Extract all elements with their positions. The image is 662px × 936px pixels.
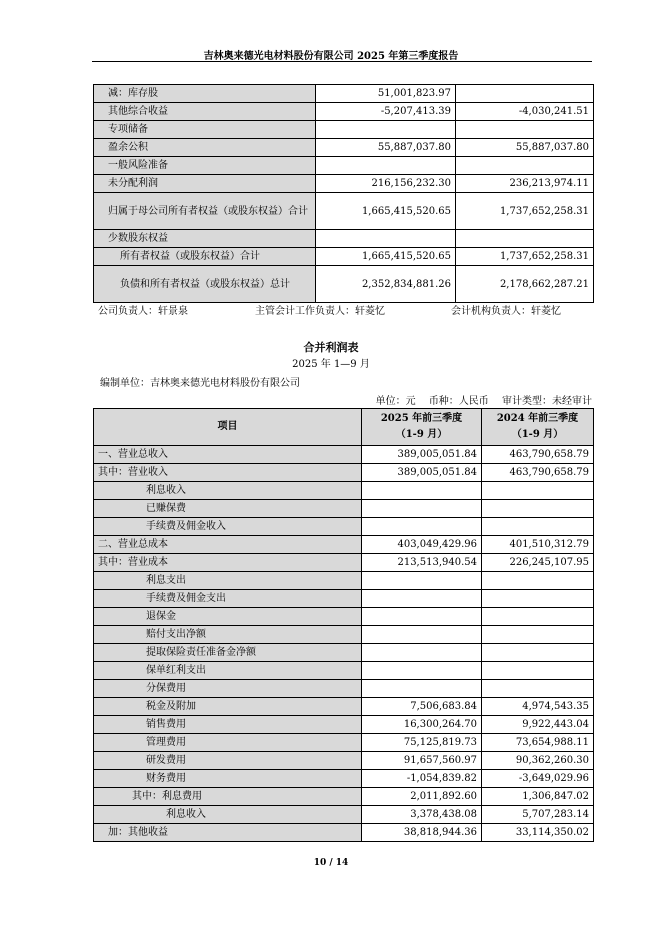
- column-header-2025-line2: （1-9 月）: [395, 429, 448, 440]
- row-label: 利息支出: [94, 572, 362, 590]
- row-label: 专项储备: [94, 121, 316, 139]
- value-prior: 226,245,107.95: [482, 554, 594, 572]
- column-header-2025-line1: 2025 年前三季度: [380, 413, 463, 424]
- value-current: [362, 626, 482, 644]
- table-row: [94, 193, 594, 230]
- table-row: [94, 554, 594, 572]
- row-label: 一般风险准备: [94, 157, 316, 175]
- value-current: -5,207,413.39: [316, 103, 456, 121]
- report-header: 吉林奥来德光电材料股份有限公司 2025 年第三季度报告: [203, 51, 459, 62]
- value-current: 91,657,560.97: [362, 752, 482, 770]
- table-row: [94, 536, 594, 554]
- row-label: 一、营业总收入: [94, 446, 362, 464]
- row-label: 其中：营业成本: [94, 554, 362, 572]
- table-row: [94, 85, 594, 103]
- value-current: [362, 518, 482, 536]
- table-row: [94, 482, 594, 500]
- value-prior: 236,213,974.11: [456, 175, 594, 193]
- table-row: [94, 175, 594, 193]
- row-label: 赔付支出净额: [94, 626, 362, 644]
- value-prior: [482, 590, 594, 608]
- value-current: 38,818,944.36: [362, 824, 482, 842]
- value-current: 213,513,940.54: [362, 554, 482, 572]
- value-current: 2,352,834,881.26: [316, 266, 456, 303]
- value-current: 55,887,037.80: [316, 139, 456, 157]
- value-current: 3,378,438.08: [362, 806, 482, 824]
- row-label: 归属于母公司所有者权益（或股东权益）合计: [94, 193, 316, 230]
- table-header-row: [94, 409, 594, 446]
- value-prior: [456, 121, 594, 139]
- value-prior: 1,306,847.02: [482, 788, 594, 806]
- audit-type-label: 审计类型：未经审计: [502, 396, 592, 407]
- value-current: [316, 157, 456, 175]
- table-row: [94, 698, 594, 716]
- table-row: [94, 230, 594, 248]
- value-prior: [456, 157, 594, 175]
- value-prior: 73,654,988.11: [482, 734, 594, 752]
- value-current: [362, 608, 482, 626]
- value-current: [316, 121, 456, 139]
- statement-period: 2025 年 1—9 月: [292, 359, 370, 370]
- value-prior: [482, 500, 594, 518]
- currency-label: 币种：人民币: [428, 396, 489, 407]
- value-current: 51,001,823.97: [316, 85, 456, 103]
- value-current: -1,054,839.82: [362, 770, 482, 788]
- table-row: [94, 734, 594, 752]
- income-statement-table: [93, 408, 594, 842]
- row-label: 保单红利支出: [94, 662, 362, 680]
- table-row: [94, 788, 594, 806]
- table-row: [94, 752, 594, 770]
- table-row: [94, 248, 594, 266]
- column-header-2024: [482, 409, 594, 446]
- row-label: 研发费用: [94, 752, 362, 770]
- table-row: [94, 139, 594, 157]
- value-current: [362, 644, 482, 662]
- row-label: 其他综合收益: [94, 103, 316, 121]
- value-current: 1,665,415,520.65: [316, 193, 456, 230]
- value-prior: [482, 644, 594, 662]
- preparer-line: 编制单位：吉林奥来德光电材料股份有限公司: [100, 378, 300, 389]
- value-prior: 33,114,350.02: [482, 824, 594, 842]
- value-prior: [482, 680, 594, 698]
- table-row: [94, 518, 594, 536]
- row-label: 手续费及佣金支出: [94, 590, 362, 608]
- row-label: 手续费及佣金收入: [94, 518, 362, 536]
- table-row: [94, 644, 594, 662]
- header-divider: [92, 61, 592, 62]
- table-row: [94, 464, 594, 482]
- statement-title: 合并利润表: [303, 341, 359, 354]
- value-prior: [456, 85, 594, 103]
- table-row: [94, 157, 594, 175]
- table-row: [94, 103, 594, 121]
- unit-label: 单位：元: [375, 396, 416, 407]
- value-prior: 1,737,652,258.31: [456, 193, 594, 230]
- column-header-2025: [362, 409, 482, 446]
- table-row: [94, 806, 594, 824]
- value-prior: 90,362,260.30: [482, 752, 594, 770]
- unit-line: [366, 392, 592, 407]
- value-current: 75,125,819.73: [362, 734, 482, 752]
- table-row: [94, 662, 594, 680]
- table-row: [94, 121, 594, 139]
- value-prior: [482, 518, 594, 536]
- table-row: [94, 572, 594, 590]
- row-label: 其中：营业收入: [94, 464, 362, 482]
- table-row: [94, 716, 594, 734]
- value-current: 7,506,683.84: [362, 698, 482, 716]
- column-header-2024-line1: 2024 年前三季度: [496, 413, 579, 424]
- table-row: [94, 626, 594, 644]
- table-row: [94, 266, 594, 303]
- value-prior: 5,707,283.14: [482, 806, 594, 824]
- accounting-org-head-signature: 会计机构负责人：轩菱忆: [451, 306, 561, 317]
- column-header-item: 项目: [94, 409, 362, 446]
- row-label: 财务费用: [94, 770, 362, 788]
- value-current: 216,156,232.30: [316, 175, 456, 193]
- table-row: [94, 590, 594, 608]
- value-current: 403,049,429.96: [362, 536, 482, 554]
- value-prior: [482, 626, 594, 644]
- value-prior: [482, 662, 594, 680]
- row-label: 少数股东权益: [94, 230, 316, 248]
- value-prior: 1,737,652,258.31: [456, 248, 594, 266]
- value-prior: 463,790,658.79: [482, 464, 594, 482]
- page-number: 10 / 14: [313, 858, 349, 868]
- row-label: 二、营业总成本: [94, 536, 362, 554]
- table-row: [94, 500, 594, 518]
- row-label: 利息收入: [94, 482, 362, 500]
- table-row: [94, 608, 594, 626]
- value-prior: [482, 608, 594, 626]
- row-label: 分保费用: [94, 680, 362, 698]
- table-row: [94, 824, 594, 842]
- row-label: 提取保险责任准备金净额: [94, 644, 362, 662]
- company-head-signature: 公司负责人：轩景泉: [98, 306, 188, 317]
- value-current: 389,005,051.84: [362, 446, 482, 464]
- row-label: 负债和所有者权益（或股东权益）总计: [94, 266, 316, 303]
- value-current: [362, 680, 482, 698]
- row-label: 盈余公积: [94, 139, 316, 157]
- row-label: 其中：利息费用: [94, 788, 362, 806]
- row-label: 加：其他收益: [94, 824, 362, 842]
- value-prior: 463,790,658.79: [482, 446, 594, 464]
- value-prior: 401,510,312.79: [482, 536, 594, 554]
- value-prior: 9,922,443.04: [482, 716, 594, 734]
- value-current: [362, 662, 482, 680]
- value-prior: 2,178,662,287.21: [456, 266, 594, 303]
- value-prior: [482, 482, 594, 500]
- value-prior: [482, 572, 594, 590]
- value-current: [362, 500, 482, 518]
- value-current: [362, 590, 482, 608]
- row-label: 管理费用: [94, 734, 362, 752]
- row-label: 所有者权益（或股东权益）合计: [94, 248, 316, 266]
- value-prior: -3,649,029.96: [482, 770, 594, 788]
- value-current: [316, 230, 456, 248]
- value-prior: 55,887,037.80: [456, 139, 594, 157]
- value-prior: [456, 230, 594, 248]
- table-row: [94, 680, 594, 698]
- value-prior: -4,030,241.51: [456, 103, 594, 121]
- value-current: 2,011,892.60: [362, 788, 482, 806]
- value-current: 389,005,051.84: [362, 464, 482, 482]
- balance-sheet-tail-table: [93, 84, 594, 303]
- row-label: 已赚保费: [94, 500, 362, 518]
- accounting-head-signature: 主管会计工作负责人：轩菱忆: [255, 306, 385, 317]
- row-label: 销售费用: [94, 716, 362, 734]
- table-row: [94, 446, 594, 464]
- column-header-2024-line2: （1-9 月）: [511, 429, 564, 440]
- row-label: 退保金: [94, 608, 362, 626]
- value-current: 1,665,415,520.65: [316, 248, 456, 266]
- value-current: [362, 482, 482, 500]
- row-label: 利息收入: [94, 806, 362, 824]
- value-prior: 4,974,543.35: [482, 698, 594, 716]
- value-current: 16,300,264.70: [362, 716, 482, 734]
- row-label: 未分配利润: [94, 175, 316, 193]
- row-label: 税金及附加: [94, 698, 362, 716]
- value-current: [362, 572, 482, 590]
- row-label: 减：库存股: [94, 85, 316, 103]
- table-row: [94, 770, 594, 788]
